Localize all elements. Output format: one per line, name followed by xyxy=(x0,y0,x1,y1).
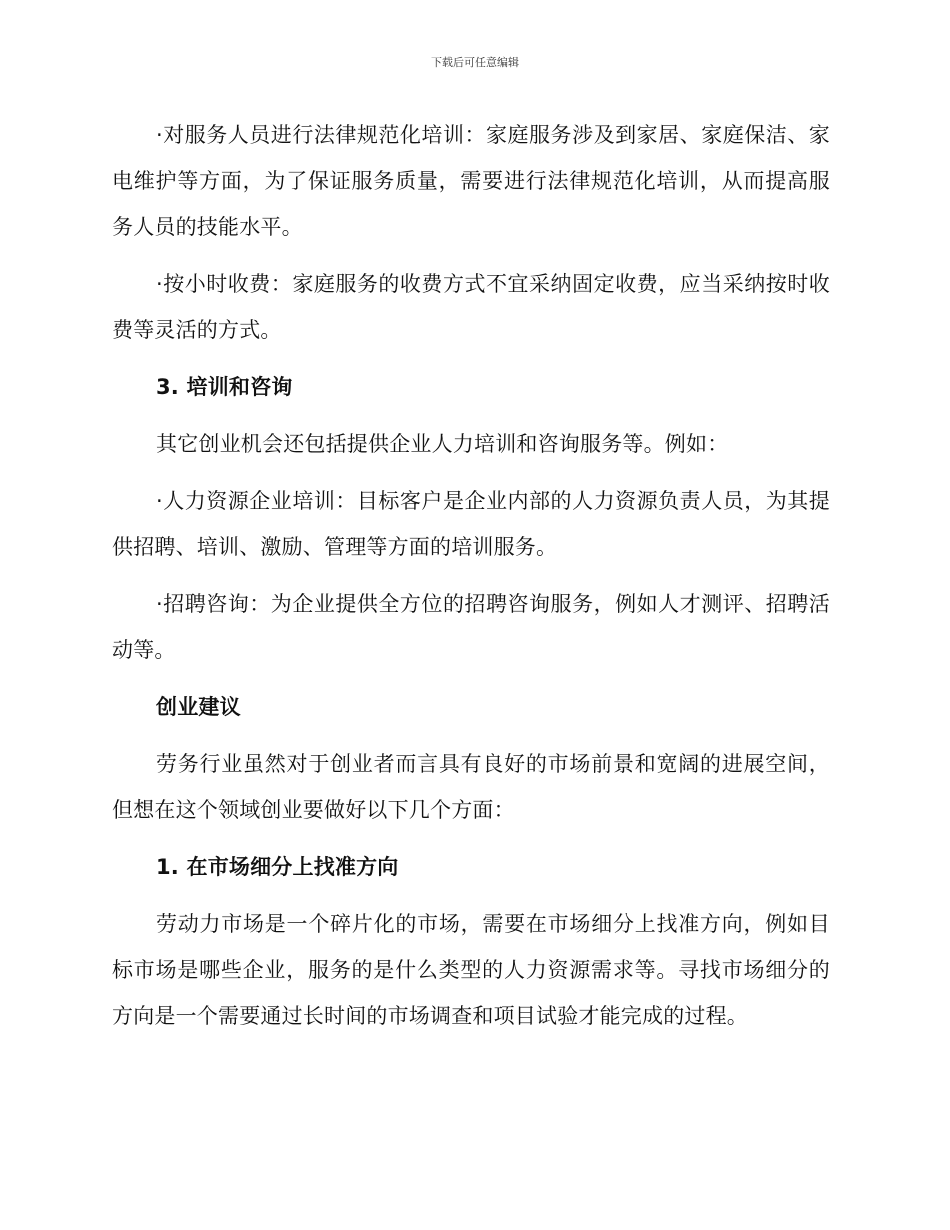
bullet-hourly-fee: ·按小时收费：家庭服务的收费方式不宜采纳固定收费，应当采纳按时收费等灵活的方式。 xyxy=(112,272,830,342)
section-heading-market-segment: 1. 在市场细分上找准方向 xyxy=(156,855,399,879)
bullet-legal-training: ·对服务人员进行法律规范化培训：家庭服务涉及到家居、家庭保洁、家电维护等方面，为了保证服务质量，需要进行法律规范化培训，从而提高服务人员的技能水平。 xyxy=(112,123,830,239)
market-segment-paragraph: 劳动力市场是一个碎片化的市场，需要在市场细分上找准方向，例如目标市场是哪些企业，服务的是什么类型的人力资源需求等。寻找市场细分的方向是一个需要通过长时间的市场调查和项目试验才能完成的过程。 xyxy=(112,912,830,1028)
section-heading-advice: 创业建议 xyxy=(156,695,241,719)
section-heading-training-consulting: 3. 培训和咨询 xyxy=(156,375,293,399)
bullet-hr-training: ·人力资源企业培训：目标客户是企业内部的人力资源负责人员，为其提供招聘、培训、激励、管理等方面的培训服务。 xyxy=(112,489,830,559)
page-header: 下载后可任意编辑 xyxy=(431,56,519,69)
document-body xyxy=(112,112,830,1039)
bullet-recruitment-consulting: ·招聘咨询：为企业提供全方位的招聘咨询服务，例如人才测评、招聘活动等。 xyxy=(112,592,830,662)
intro-paragraph: 其它创业机会还包括提供企业人力培训和咨询服务等。例如： xyxy=(156,432,729,456)
advice-paragraph: 劳务行业虽然对于创业者而言具有良好的市场前景和宽阔的进展空间，但想在这个领域创业要做好以下几个方面： xyxy=(112,752,830,822)
